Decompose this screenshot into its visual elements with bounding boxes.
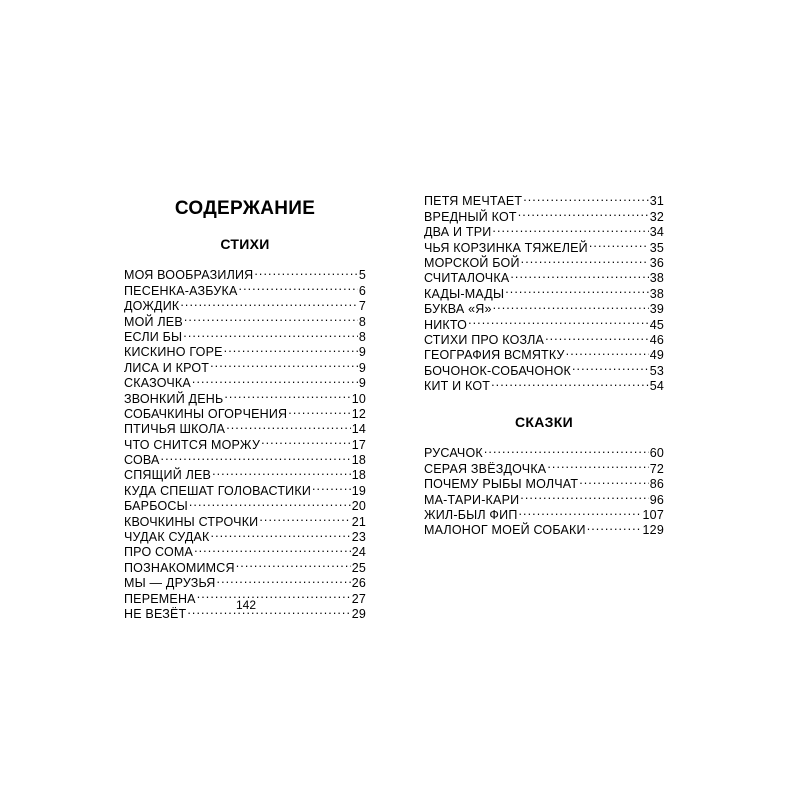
dot-leader: [212, 464, 351, 479]
dot-leader: [520, 488, 648, 503]
toc-entry-page: 53: [649, 363, 664, 378]
toc-entry-page: 10: [351, 391, 366, 406]
toc-entry-page: 8: [358, 329, 366, 344]
dot-leader: [261, 433, 351, 448]
dot-leader: [521, 252, 649, 267]
toc-entry: [124, 449, 366, 468]
toc-entry-title: СКАЗОЧКА: [124, 376, 191, 391]
toc-entry-page: 18: [351, 468, 366, 483]
dot-leader: [518, 205, 649, 220]
dot-leader: [510, 267, 648, 282]
toc-entry-title: СТИХИ ПРО КОЗЛА: [424, 332, 545, 347]
toc-entry-page: 9: [358, 360, 366, 375]
left-column: [124, 196, 366, 621]
toc-entry-page: 35: [649, 240, 664, 255]
dot-leader: [184, 310, 358, 325]
toc-entry-page: 25: [351, 560, 366, 575]
dot-leader: [491, 375, 649, 390]
toc-entry-title: СПЯЩИЙ ЛЕВ: [124, 468, 212, 483]
toc-entry-page: 6: [358, 283, 366, 298]
toc-entry-title: ПТИЧЬЯ ШКОЛА: [124, 422, 226, 437]
toc-entry-title: МОЙ ЛЕВ: [124, 314, 183, 329]
toc-entry-page: 39: [649, 302, 664, 317]
toc-entry-page: 86: [649, 477, 664, 492]
dot-leader: [493, 298, 649, 313]
toc-entry-title: МОРСКОЙ БОЙ: [424, 255, 520, 270]
toc-entry-title: ЛИСА И КРОТ: [124, 360, 210, 375]
dot-leader: [505, 282, 648, 297]
dot-leader: [224, 341, 358, 356]
dot-leader: [187, 603, 350, 618]
toc-entry: [424, 190, 664, 209]
toc-entry-page: 31: [649, 194, 664, 209]
toc-entry-title: НИКТО: [424, 317, 468, 332]
toc-entry: [424, 442, 664, 461]
toc-entry-page: 7: [358, 299, 366, 314]
toc-entry-title: КВОЧКИНЫ СТРОЧКИ: [124, 514, 259, 529]
toc-entry-title: ЧУДАК СУДАК: [124, 530, 210, 545]
dot-leader: [519, 504, 642, 519]
toc-entry-title: ГЕОГРАФИЯ ВСМЯТКУ: [424, 348, 565, 363]
toc-entry-title: ПЕТЯ МЕЧТАЕТ: [424, 194, 523, 209]
dot-leader: [180, 295, 357, 310]
toc-entry-page: 36: [649, 255, 664, 270]
toc-entry-page: 96: [649, 492, 664, 507]
toc-entry-page: 72: [649, 461, 664, 476]
toc-entry-page: 14: [351, 422, 366, 437]
toc-entry-title: МАЛОНОГ МОЕЙ СОБАКИ: [424, 523, 586, 538]
toc-entry-title: СОБАЧКИНЫ ОГОРЧЕНИЯ: [124, 406, 288, 421]
toc-entry-title: ДВА И ТРИ: [424, 225, 492, 240]
toc-entry-title: ПОЧЕМУ РЫБЫ МОЛЧАТ: [424, 477, 579, 492]
dot-leader: [468, 313, 649, 328]
toc-entry-page: 38: [649, 271, 664, 286]
toc-entry-title: ПЕСЕНКА-АЗБУКА: [124, 283, 238, 298]
toc-entry-page: 18: [351, 453, 366, 468]
tales-section-title: СКАЗКИ: [515, 414, 573, 431]
toc-entry-page: 9: [358, 376, 366, 391]
toc-entry-page: 8: [358, 314, 366, 329]
dot-leader: [226, 418, 350, 433]
toc-entry-page: 21: [351, 514, 366, 529]
dot-leader: [579, 473, 648, 488]
toc-entry-page: 32: [649, 209, 664, 224]
toc-entry-title: БУКВА «Я»: [424, 302, 492, 317]
dot-leader: [259, 510, 350, 525]
toc-entry-title: КАДЫ-МАДЫ: [424, 286, 505, 301]
toc-entry-title: СОВА: [124, 453, 160, 468]
dot-leader: [523, 190, 648, 205]
toc-entry-title: ЗВОНКИЙ ДЕНЬ: [124, 391, 224, 406]
dot-leader: [194, 541, 351, 556]
dot-leader: [224, 387, 350, 402]
toc-entry-page: 24: [351, 545, 366, 560]
toc-entry-page: 45: [649, 317, 664, 332]
toc-entry: [124, 464, 366, 483]
toc-entry-page: 23: [351, 530, 366, 545]
toc-entry-page: 9: [358, 345, 366, 360]
dot-leader: [236, 556, 351, 571]
toc-entry-title: НЕ ВЕЗЁТ: [124, 606, 187, 621]
toc-entry-title: ПРО СОМА: [124, 545, 194, 560]
toc-entry-page: 49: [649, 348, 664, 363]
dot-leader: [492, 221, 648, 236]
toc-entry-page: 19: [351, 483, 366, 498]
toc-entry-title: ЕСЛИ БЫ: [124, 329, 183, 344]
right-column: [424, 190, 664, 538]
poems-list-part-1: [124, 264, 366, 621]
toc-entry-title: МОЯ ВООБРАЗИЛИЯ: [124, 268, 254, 283]
dot-leader: [547, 457, 648, 472]
dot-leader: [484, 442, 649, 457]
toc-entry-page: 34: [649, 225, 664, 240]
toc-entry-page: 20: [351, 499, 366, 514]
dot-leader: [572, 359, 649, 374]
toc-entry-title: КИТ И КОТ: [424, 379, 491, 394]
toc-entry-page: 54: [649, 379, 664, 394]
page-number: 142: [235, 598, 257, 612]
tales-list: [424, 442, 664, 538]
toc-entry-title: СЕРАЯ ЗВЁЗДОЧКА: [424, 461, 547, 476]
toc-entry-page: 38: [649, 286, 664, 301]
toc-entry-page: 129: [642, 523, 664, 538]
toc-entry-title: МА-ТАРИ-КАРИ: [424, 492, 520, 507]
toc-entry-page: 12: [351, 406, 366, 421]
toc-entry-page: 17: [351, 437, 366, 452]
dot-leader: [189, 495, 351, 510]
toc-entry-title: СЧИТАЛОЧКА: [424, 271, 510, 286]
dot-leader: [288, 403, 350, 418]
toc-entry-title: КУДА СПЕШАТ ГОЛОВАСТИКИ: [124, 483, 312, 498]
dot-leader: [210, 356, 358, 371]
toc-entry-title: БАРБОСЫ: [124, 499, 188, 514]
toc-entry-title: БОЧОНОК-СОБАЧОНОК: [424, 363, 572, 378]
dot-leader: [587, 519, 642, 534]
dot-leader: [312, 479, 351, 494]
toc-entry-title: РУСАЧОК: [424, 446, 483, 461]
toc-entry-title: ДОЖДИК: [124, 299, 180, 314]
toc-entry-title: КИСКИНО ГОРЕ: [124, 345, 223, 360]
toc-entry-title: МЫ — ДРУЗЬЯ: [124, 576, 216, 591]
toc-entry-page: 107: [642, 508, 664, 523]
dot-leader: [211, 526, 351, 541]
dot-leader: [545, 329, 649, 344]
toc-entry-title: ЖИЛ-БЫЛ ФИП: [424, 508, 518, 523]
toc-entry-title: ЧЬЯ КОРЗИНКА ТЯЖЕЛЕЙ: [424, 240, 588, 255]
toc-entry-page: 26: [351, 576, 366, 591]
tales-section: [424, 412, 664, 538]
toc-entry: [124, 264, 366, 283]
toc-entry-title: ПЕРЕМЕНА: [124, 591, 196, 606]
dot-leader: [239, 279, 358, 294]
dot-leader: [192, 372, 358, 387]
dot-leader: [589, 236, 649, 251]
toc-entry-page: 29: [351, 606, 366, 621]
toc-entry-page: 27: [351, 591, 366, 606]
toc-entry-title: ВРЕДНЫЙ КОТ: [424, 209, 517, 224]
poems-list-part-2: [424, 190, 664, 394]
dot-leader: [161, 449, 351, 464]
toc-entry-page: 60: [649, 446, 664, 461]
dot-leader: [217, 572, 351, 587]
dot-leader: [566, 344, 649, 359]
contents-title: СОДЕРЖАНИЕ: [174, 198, 316, 219]
dot-leader: [183, 326, 358, 341]
toc-entry-page: 5: [358, 268, 366, 283]
poems-section-title: СТИХИ: [220, 236, 270, 252]
toc-entry-page: 46: [649, 332, 664, 347]
dot-leader: [254, 264, 357, 279]
toc-entry-title: ПОЗНАКОМИМСЯ: [124, 560, 235, 575]
toc-entry-title: ЧТО СНИТСЯ МОРЖУ: [124, 437, 261, 452]
dot-leader: [197, 587, 351, 602]
